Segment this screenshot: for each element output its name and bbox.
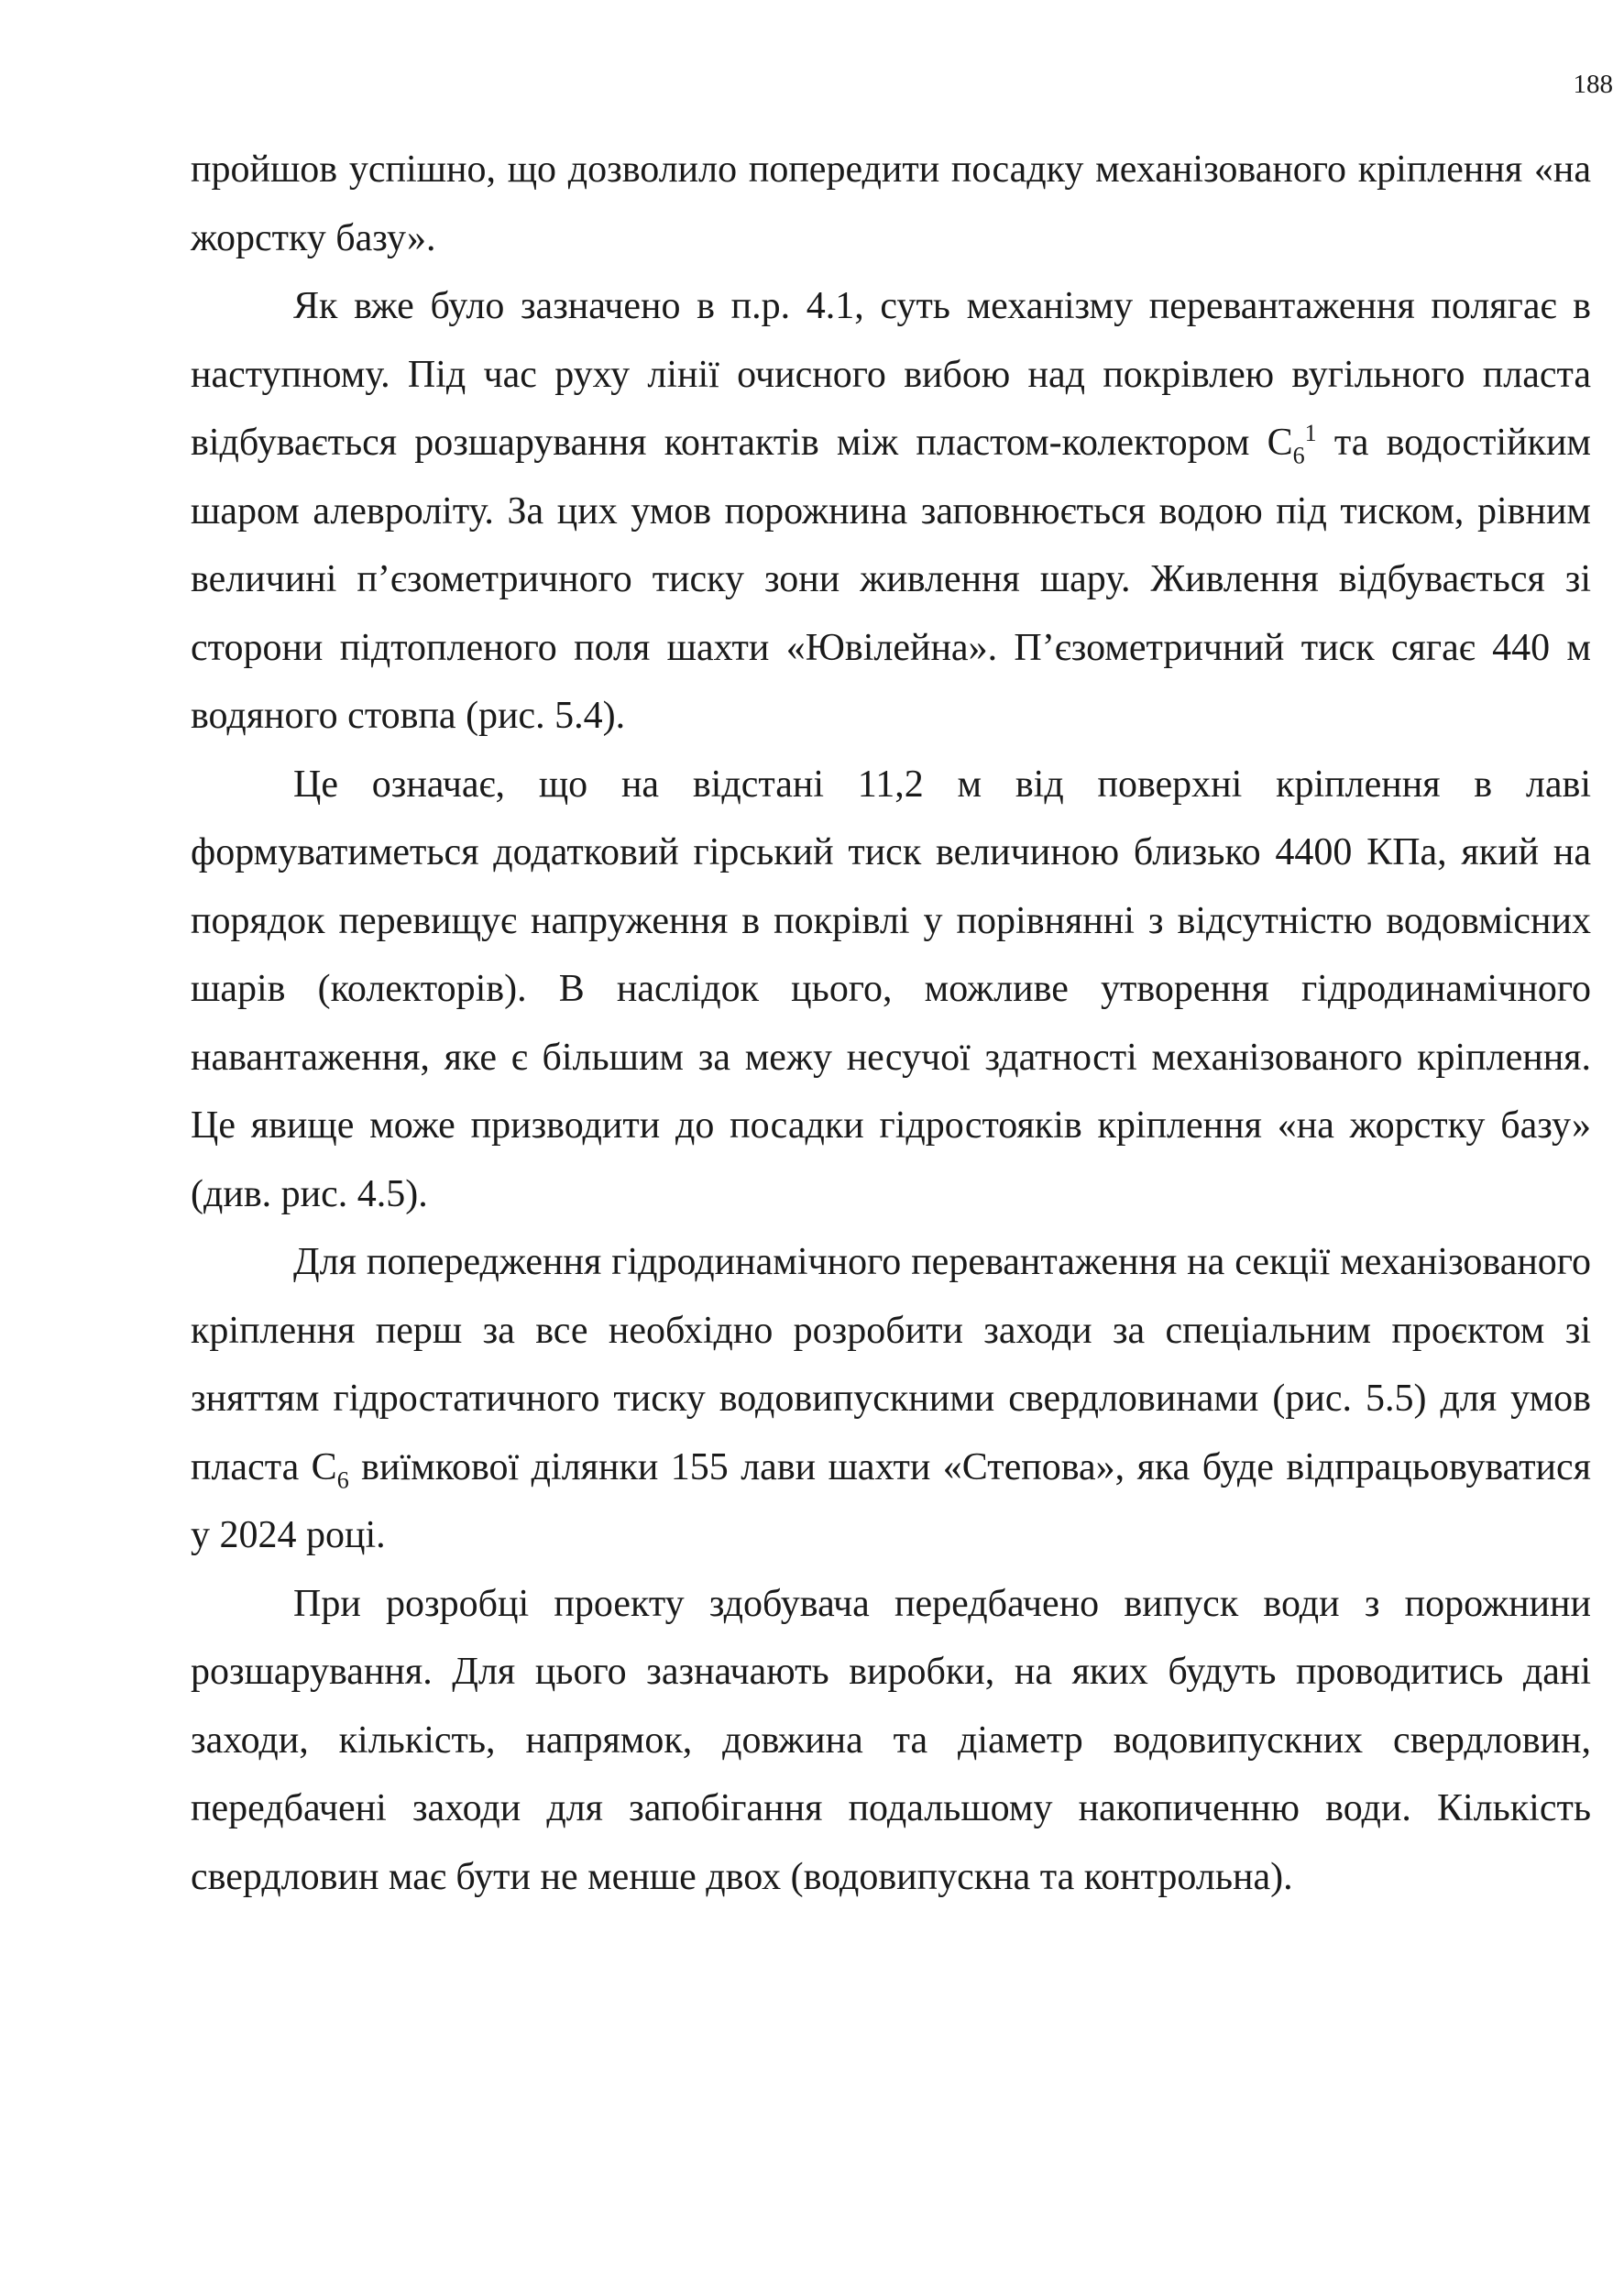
paragraph-text: виїмкової ділянки 155 лави шахти «Степова», яка буде відпрацьовуватися у 2024 році. [191, 1445, 1591, 1556]
paragraph-continuation: пройшов успішно, що дозволило попередити посадку механізованого кріплення «на жорстку базу». [191, 148, 1591, 259]
superscript-index: 1 [1304, 420, 1317, 446]
paragraph-additional-pressure: Це означає, що на відстані 11,2 м від поверхні кріплення в лаві формуватиметься додатковий гірський тиск величиною близько 4400 КПа, який на порядок перевищує напруження в покрівлі у порівнянні з відсутністю водовмісних шарів (колекторів). В наслідок цього, можливе утворення гідродинамічного навантаження, яке є більшим за межу несучої здатності механізованого кріплення. Це явище може призводити до посадки гідростояків кріплення «на жорстку базу» (див. рис. 4.5). [191, 763, 1591, 1215]
paragraph-text: та водостійким шаром алевроліту. За цих умов порожнина заповнюється водою під тиском, рівним величині п’єзометричного тиску зони живлення шару. Живлення відбувається зі сторони підтопленого поля шахти «Ювілейна». П’єзометричний тиск сягає 440 м водяного стовпа (рис. 5.4). [191, 422, 1591, 737]
subscript-index: 6 [336, 1466, 349, 1493]
subscript-index: 6 [1292, 442, 1305, 469]
paragraph-text: Як вже було зазначено в п.р. 4.1, суть механізму перевантаження полягає в наступному. Під час руху лінії очисного вибою над покрівлею вугільного пласта відбувається розшарування контактів між пластом-колектором С [191, 285, 1591, 464]
paragraph-water-release: При розробці проекту здобувача передбачено випуск води з порожнини розшарування. Для цього зазначають виробки, на яких будуть проводитись дані заходи, кількість, напрямок, довжина та діаметр водовипускних свердловин, передбачені заходи для запобігання подальшому накопиченню води. Кількість свердловин має бути не менше двох (водовипускна та контрольна). [191, 1582, 1591, 1898]
page-number: 188 [1573, 70, 1613, 99]
paragraph-text: Для попередження гідродинамічного перевантаження на секції механізованого кріплення перш за все необхідно розробити заходи за спеціальним проєктом зі зняттям гідростатичного тиску водовипускними свердловинами (рис. 5.5) для умов пласта С [191, 1241, 1591, 1488]
document-body [191, 136, 1591, 1911]
paragraph-prevention-measures [191, 1228, 1591, 1570]
paragraph-overload-mechanism [191, 272, 1591, 751]
